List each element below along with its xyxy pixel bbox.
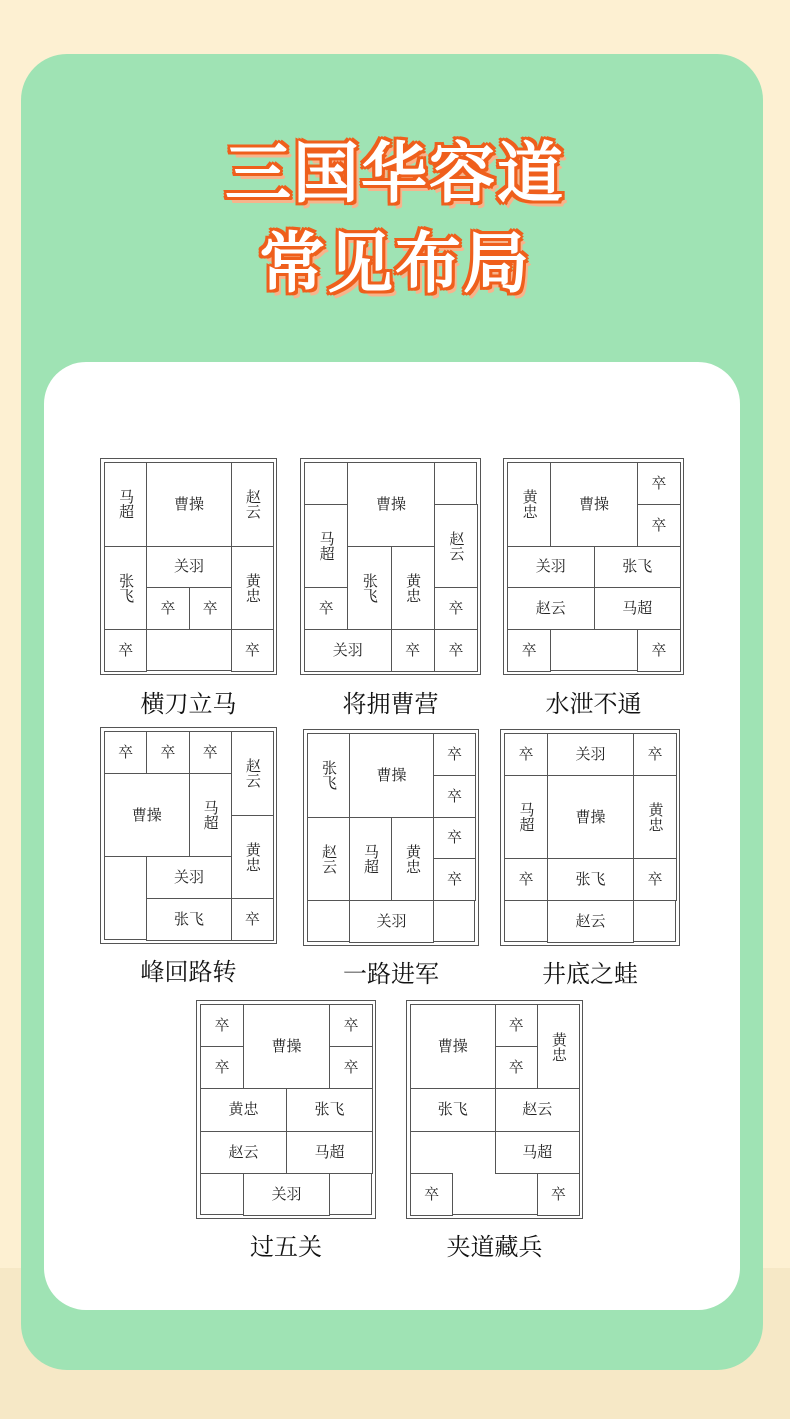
general-piece <box>347 546 391 631</box>
soldier-piece <box>433 775 476 818</box>
piece-label: 张飞 <box>320 760 338 791</box>
general-piece <box>547 900 634 943</box>
soldier-piece <box>391 629 435 672</box>
general-piece <box>231 815 274 900</box>
piece-label: 卒 <box>446 870 462 889</box>
piece-label: 马超 <box>317 531 336 562</box>
puzzle-board <box>100 458 277 675</box>
piece-label: 马超 <box>517 802 536 833</box>
puzzle-name: 一路进军 <box>343 960 439 988</box>
piece-label: 曹操 <box>375 494 406 513</box>
soldier-piece <box>637 504 681 547</box>
general-piece <box>507 546 595 589</box>
piece-label: 马超 <box>117 489 136 520</box>
general-piece <box>410 1088 496 1131</box>
piece-label: 卒 <box>118 742 134 761</box>
general-piece <box>434 504 478 589</box>
piece-label: 卒 <box>343 1016 359 1035</box>
general-piece <box>304 629 392 672</box>
piece-label: 关羽 <box>535 557 566 576</box>
soldier-piece <box>633 733 677 776</box>
piece-label: 卒 <box>446 828 462 847</box>
soldier-piece <box>504 733 548 776</box>
general-piece <box>286 1088 373 1131</box>
puzzle-board <box>503 458 684 675</box>
puzzle-name: 夹道藏兵 <box>446 1233 543 1261</box>
piece-label: 卒 <box>508 1016 524 1035</box>
piece-label: 卒 <box>448 641 464 660</box>
piece-label: 卒 <box>518 744 534 763</box>
piece-label: 卒 <box>160 599 176 618</box>
soldier-piece <box>189 731 232 774</box>
general-piece <box>146 546 232 589</box>
general-piece <box>550 462 638 547</box>
piece-label: 曹操 <box>131 805 162 824</box>
general-piece <box>410 1004 496 1089</box>
general-piece <box>231 546 274 631</box>
general-piece <box>243 1004 330 1089</box>
soldier-piece <box>304 587 348 630</box>
general-piece <box>286 1131 373 1174</box>
soldier-piece <box>200 1004 244 1047</box>
soldier-piece <box>189 587 232 630</box>
piece-label: 关羽 <box>173 557 204 576</box>
general-piece <box>200 1088 287 1131</box>
piece-label: 马超 <box>622 599 653 618</box>
general-piece <box>146 898 232 941</box>
general-piece <box>537 1004 580 1089</box>
puzzle-grid <box>200 1004 372 1215</box>
general-piece <box>304 504 348 589</box>
general-piece <box>391 817 434 902</box>
piece-label: 曹操 <box>575 807 606 826</box>
piece-label: 赵云 <box>243 489 262 520</box>
piece-label: 曹操 <box>376 765 407 784</box>
piece-label: 卒 <box>651 641 667 660</box>
piece-label: 黄忠 <box>243 572 262 603</box>
soldier-piece <box>200 1046 244 1089</box>
general-piece <box>189 773 232 858</box>
piece-label: 卒 <box>318 599 334 618</box>
soldier-piece <box>231 629 274 672</box>
puzzle-grid <box>104 462 273 671</box>
soldier-piece <box>433 858 476 901</box>
piece-label: 赵云 <box>522 1100 553 1119</box>
general-piece <box>504 775 548 860</box>
piece-label: 黄忠 <box>404 843 422 874</box>
soldier-piece <box>537 1173 580 1216</box>
puzzle-name: 井底之蛙 <box>542 960 638 988</box>
soldier-piece <box>504 858 548 901</box>
piece-label: 卒 <box>647 870 663 889</box>
piece-label: 赵云 <box>535 599 566 618</box>
soldier-piece <box>146 731 189 774</box>
puzzle-board <box>500 729 680 946</box>
piece-label: 卒 <box>214 1016 230 1035</box>
piece-label: 赵云 <box>320 843 338 874</box>
soldier-piece <box>495 1004 538 1047</box>
piece-label: 张飞 <box>437 1100 468 1119</box>
piece-label: 曹操 <box>271 1037 302 1056</box>
puzzle-name: 横刀立马 <box>140 690 237 718</box>
piece-label: 卒 <box>118 641 134 660</box>
soldier-piece <box>495 1046 538 1089</box>
piece-label: 卒 <box>202 599 218 618</box>
piece-label: 赵云 <box>447 531 466 562</box>
piece-label: 卒 <box>244 641 260 660</box>
soldier-piece <box>434 629 478 672</box>
piece-label: 卒 <box>521 641 537 660</box>
general-piece <box>307 733 350 818</box>
puzzle-name: 峰回路转 <box>140 958 237 986</box>
piece-label: 曹操 <box>578 494 609 513</box>
puzzle-grid <box>104 731 273 940</box>
soldier-piece <box>104 731 147 774</box>
piece-label: 黄忠 <box>228 1100 259 1119</box>
general-piece <box>507 462 551 547</box>
piece-label: 卒 <box>550 1184 566 1203</box>
puzzle-name: 过五关 <box>250 1233 322 1261</box>
puzzle-name: 将拥曹营 <box>342 690 439 718</box>
soldier-piece <box>434 587 478 630</box>
puzzle-board <box>303 729 479 946</box>
puzzle-name: 水泄不通 <box>545 690 642 718</box>
piece-label: 卒 <box>202 742 218 761</box>
piece-label: 黄忠 <box>243 841 262 872</box>
soldier-piece <box>507 629 551 672</box>
page-title-line-2: 常见布局 <box>259 225 531 302</box>
piece-label: 黄忠 <box>404 572 423 603</box>
piece-label: 张飞 <box>575 870 606 889</box>
piece-label: 张飞 <box>117 572 136 603</box>
general-piece <box>231 462 274 547</box>
general-piece <box>349 817 392 902</box>
piece-label: 关羽 <box>376 912 407 931</box>
general-piece <box>200 1131 287 1174</box>
piece-label: 卒 <box>160 742 176 761</box>
general-piece <box>231 731 274 816</box>
piece-label: 卒 <box>448 599 464 618</box>
piece-label: 赵云 <box>575 912 606 931</box>
soldier-piece <box>633 858 677 901</box>
piece-label: 张飞 <box>360 572 379 603</box>
piece-label: 卒 <box>446 744 462 763</box>
general-piece <box>146 856 232 899</box>
puzzle-grid <box>507 462 680 671</box>
general-piece <box>349 900 434 943</box>
piece-label: 卒 <box>343 1058 359 1077</box>
piece-label: 张飞 <box>622 557 653 576</box>
piece-label: 黄忠 <box>549 1031 568 1062</box>
soldier-piece <box>104 629 147 672</box>
puzzle-board <box>100 727 277 944</box>
piece-label: 卒 <box>508 1058 524 1077</box>
piece-label: 卒 <box>647 744 663 763</box>
general-piece <box>347 462 435 547</box>
puzzle-grid <box>307 733 475 942</box>
piece-label: 马超 <box>201 800 220 831</box>
piece-label: 曹操 <box>437 1037 468 1056</box>
piece-label: 黄忠 <box>646 802 665 833</box>
piece-label: 赵云 <box>243 758 262 789</box>
general-piece <box>146 462 232 547</box>
soldier-piece <box>329 1046 373 1089</box>
piece-label: 马超 <box>314 1142 345 1161</box>
soldier-piece <box>637 462 681 505</box>
general-piece <box>594 587 682 630</box>
piece-label: 卒 <box>518 870 534 889</box>
piece-label: 关羽 <box>575 744 606 763</box>
general-piece <box>594 546 682 589</box>
general-piece <box>104 546 147 631</box>
piece-label: 卒 <box>651 515 667 534</box>
soldier-piece <box>433 733 476 776</box>
general-piece <box>104 773 190 858</box>
piece-label: 关羽 <box>332 641 363 660</box>
general-piece <box>349 733 434 818</box>
piece-label: 张飞 <box>314 1100 345 1119</box>
piece-label: 黄忠 <box>520 489 539 520</box>
piece-label: 卒 <box>244 910 260 929</box>
general-piece <box>307 817 350 902</box>
soldier-piece <box>433 817 476 860</box>
piece-label: 卒 <box>651 473 667 492</box>
general-piece <box>243 1173 330 1216</box>
piece-label: 马超 <box>362 843 380 874</box>
general-piece <box>495 1131 581 1174</box>
piece-label: 关羽 <box>173 868 204 887</box>
puzzle-grid <box>410 1004 579 1215</box>
soldier-piece <box>146 587 189 630</box>
piece-label: 曹操 <box>173 494 204 513</box>
puzzle-board <box>406 1000 583 1219</box>
general-piece <box>495 1088 581 1131</box>
piece-label: 卒 <box>446 786 462 805</box>
piece-label: 马超 <box>522 1142 553 1161</box>
soldier-piece <box>329 1004 373 1047</box>
piece-label: 关羽 <box>271 1184 302 1203</box>
puzzle-board <box>300 458 481 675</box>
puzzle-grid <box>304 462 477 671</box>
general-piece <box>104 462 147 547</box>
general-piece <box>633 775 677 860</box>
piece-label: 赵云 <box>228 1142 259 1161</box>
piece-label: 卒 <box>424 1184 440 1203</box>
general-piece <box>507 587 595 630</box>
general-piece <box>391 546 435 631</box>
page-title-line-1: 三国华容道 <box>225 135 565 212</box>
soldier-piece <box>637 629 681 672</box>
puzzle-grid <box>504 733 676 942</box>
piece-label: 卒 <box>214 1058 230 1077</box>
soldier-piece <box>231 898 274 941</box>
general-piece <box>547 858 634 901</box>
general-piece <box>547 733 634 776</box>
piece-label: 张飞 <box>173 910 204 929</box>
piece-label: 卒 <box>405 641 421 660</box>
soldier-piece <box>410 1173 453 1216</box>
puzzle-board <box>196 1000 376 1219</box>
general-piece <box>547 775 634 860</box>
